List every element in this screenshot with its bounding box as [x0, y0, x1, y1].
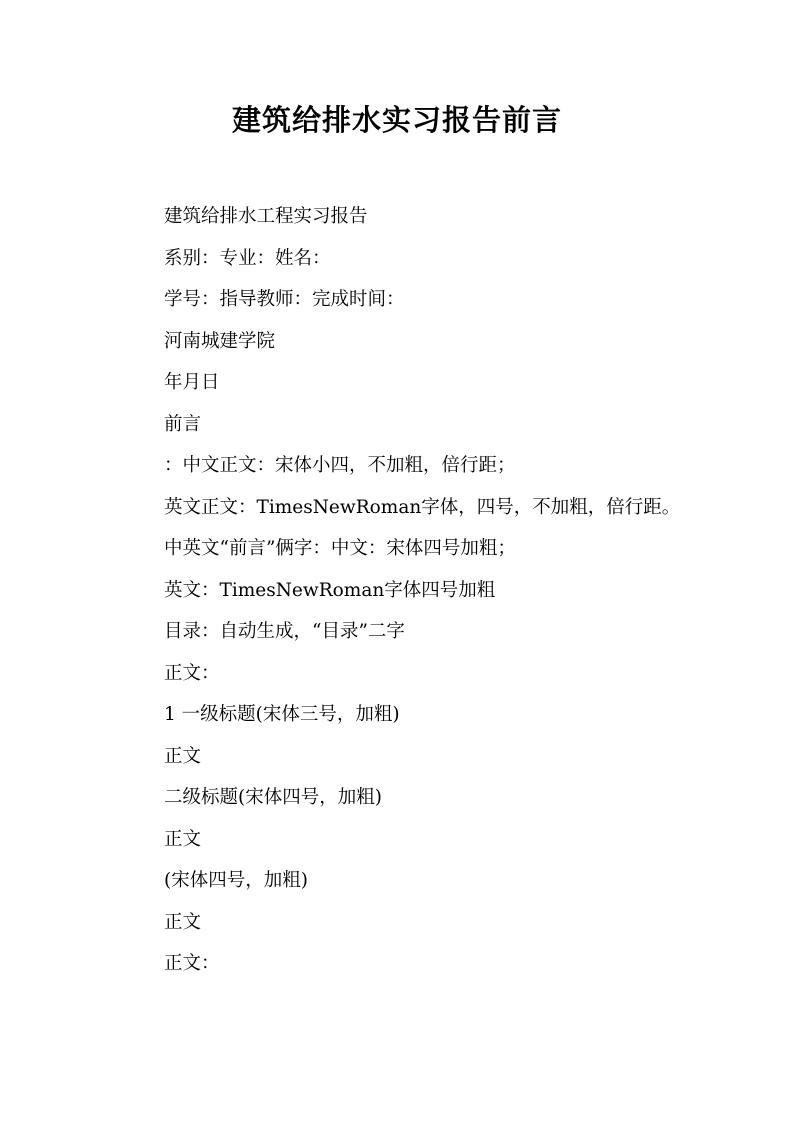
- paragraph-body-text: 正文: [164, 828, 202, 850]
- paragraph-body-text: 正文: [164, 745, 202, 767]
- paragraph-english-title-format: 英文：TimesNewRoman字体四号加粗: [164, 579, 496, 601]
- paragraph-body-label: 正文：: [164, 662, 220, 684]
- document-body: [122, 196, 682, 985]
- paragraph-body-text: 正文: [164, 911, 202, 933]
- paragraph-preface-heading: 前言: [164, 413, 202, 435]
- paragraph-preface-title-format: 中英文“前言”俩字：中文：宋体四号加粗；: [164, 538, 516, 559]
- paragraph-date: 年月日: [164, 372, 220, 393]
- paragraph-english-body-format: 英文正文：TimesNewRoman字体，四号，不加粗，倍行距。: [164, 496, 681, 518]
- paragraph-department-fields: 系别：专业：姓名：: [164, 247, 331, 269]
- document-title: 建筑给排水实习报告前言: [231, 103, 562, 137]
- paragraph-level3-heading: (宋体四号，加粗): [164, 870, 308, 891]
- paragraph-contents-format: 目录：自动生成，“目录”二字: [164, 621, 405, 642]
- paragraph-report-name: 建筑给排水工程实习报告: [164, 206, 368, 227]
- paragraph-student-fields: 学号：指导教师：完成时间：: [164, 289, 405, 310]
- paragraph-institution: 河南城建学院: [164, 330, 276, 352]
- paragraph-chinese-body-format: ：中文正文：宋体小四，不加粗，倍行距；: [164, 455, 516, 476]
- paragraph-body-label: 正文：: [164, 953, 220, 974]
- paragraph-level2-heading: 二级标题(宋体四号，加粗): [164, 787, 382, 808]
- paragraph-level1-heading: 1 一级标题(宋体三号，加粗): [164, 704, 400, 725]
